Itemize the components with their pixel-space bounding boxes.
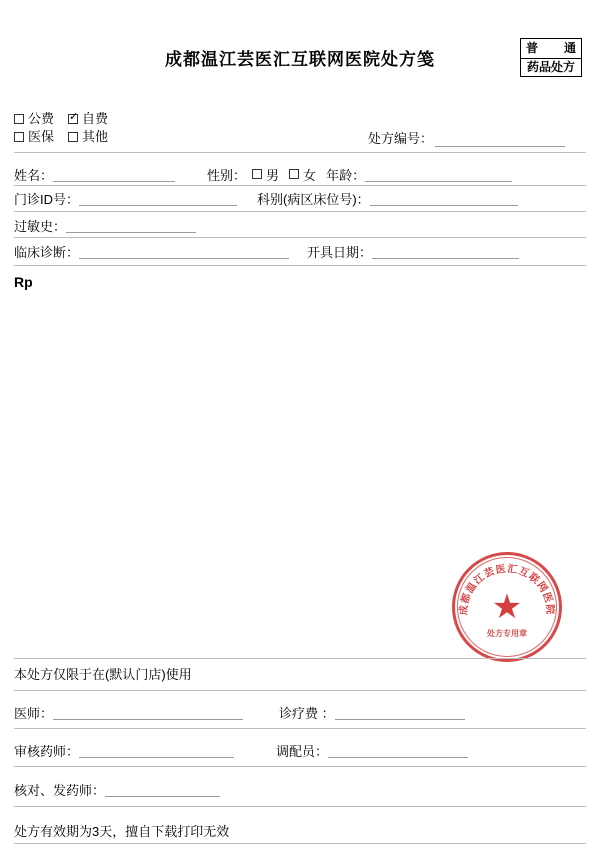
allergy-input[interactable]	[66, 218, 196, 233]
checkbox-gender-male[interactable]	[252, 169, 262, 179]
name-input[interactable]	[53, 167, 175, 182]
usage-note: 本处方仅限于在(默认门店)使用	[14, 667, 192, 682]
label-self-pay: 自费	[82, 111, 109, 126]
issue-date-label: 开具日期：	[307, 244, 373, 260]
row-id-department	[14, 188, 586, 208]
divider-1	[14, 185, 586, 186]
divider-4	[14, 265, 586, 266]
label-public-expense: 公费	[28, 111, 55, 126]
checkbox-gender-female[interactable]	[289, 169, 299, 179]
department-label: 科别(病区床位号)：	[257, 191, 370, 207]
row-checker	[14, 779, 586, 799]
department-input[interactable]	[370, 191, 518, 206]
payment-row-1	[14, 110, 122, 128]
prescription-number-field	[368, 128, 565, 147]
seal-arc-text: 成都温江芸医汇互联网医院	[458, 563, 556, 616]
gender-label: 性别：	[207, 167, 247, 183]
age-input[interactable]	[365, 167, 512, 182]
watermark-mark-2: ·	[280, 292, 284, 304]
reviewer-pharmacist-input[interactable]	[79, 743, 234, 758]
checker-dispenser-label: 核对、发药师：	[14, 782, 106, 798]
reviewer-pharmacist-label: 审核药师：	[14, 743, 80, 759]
stamp-text-right: 通	[563, 41, 576, 55]
outpatient-id-label: 门诊ID号：	[14, 191, 80, 207]
divider-3	[14, 237, 586, 238]
checker-dispenser-input[interactable]	[105, 782, 220, 797]
row-name-gender-age	[14, 164, 586, 184]
seal-star-icon: ★	[491, 588, 523, 626]
fee-label: 诊疗费 ：	[279, 705, 335, 721]
prescription-type-stamp	[520, 38, 582, 77]
issue-date-input[interactable]	[372, 244, 519, 259]
row-diagnosis-date	[14, 241, 586, 261]
watermark-mark-1: ·	[150, 292, 154, 304]
watermark-mark-3: ·	[390, 640, 394, 652]
page-title: 成都温江芸医汇互联网医院处方笺	[165, 50, 435, 69]
divider-footer-4	[14, 806, 586, 807]
doctor-label: 医师：	[14, 705, 54, 721]
dispenser-label: 调配员：	[276, 743, 329, 759]
prescription-number-input[interactable]	[435, 132, 565, 147]
divider-footer-1	[14, 690, 586, 691]
payment-row-2	[14, 128, 122, 146]
dispenser-input[interactable]	[328, 743, 468, 758]
row-allergy	[14, 215, 586, 235]
divider-footer-3	[14, 766, 586, 767]
name-label: 姓名：	[14, 167, 54, 183]
official-seal	[452, 552, 562, 662]
diagnosis-input[interactable]	[79, 244, 289, 259]
validity-note: 处方有效期为3天，擅自下载打印无效	[14, 824, 230, 839]
row-doctor-fee	[14, 702, 586, 722]
divider-2	[14, 211, 586, 212]
divider-top	[14, 152, 586, 153]
checkbox-public-expense[interactable]	[14, 114, 24, 124]
prescription-number-label: 处方编号：	[368, 131, 434, 146]
stamp-text-line2: 药品处方	[526, 60, 575, 74]
doctor-input[interactable]	[53, 705, 243, 720]
fee-input[interactable]	[335, 705, 465, 720]
label-gender-male: 男	[266, 167, 280, 183]
label-gender-female: 女	[303, 167, 317, 183]
diagnosis-label: 临床诊断：	[14, 244, 80, 260]
checkbox-medical-insurance[interactable]	[14, 132, 24, 142]
document-header	[0, 0, 600, 78]
rp-label: Rp	[14, 274, 33, 290]
divider-footer-2	[14, 728, 586, 729]
seal-bottom-text: 处方专用章	[487, 629, 527, 638]
row-reviewer-dispenser	[14, 740, 586, 760]
checkbox-other[interactable]	[68, 132, 78, 142]
stamp-text-left: 普	[526, 41, 539, 55]
checkbox-self-pay[interactable]	[68, 114, 78, 124]
outpatient-id-input[interactable]	[79, 191, 237, 206]
allergy-label: 过敏史：	[14, 218, 67, 234]
payment-type-group	[14, 110, 122, 146]
label-medical-insurance: 医保	[28, 129, 55, 144]
divider-bottom	[14, 843, 586, 844]
divider-footer-top	[14, 658, 586, 659]
age-label: 年龄：	[326, 167, 366, 183]
label-other: 其他	[82, 129, 109, 144]
